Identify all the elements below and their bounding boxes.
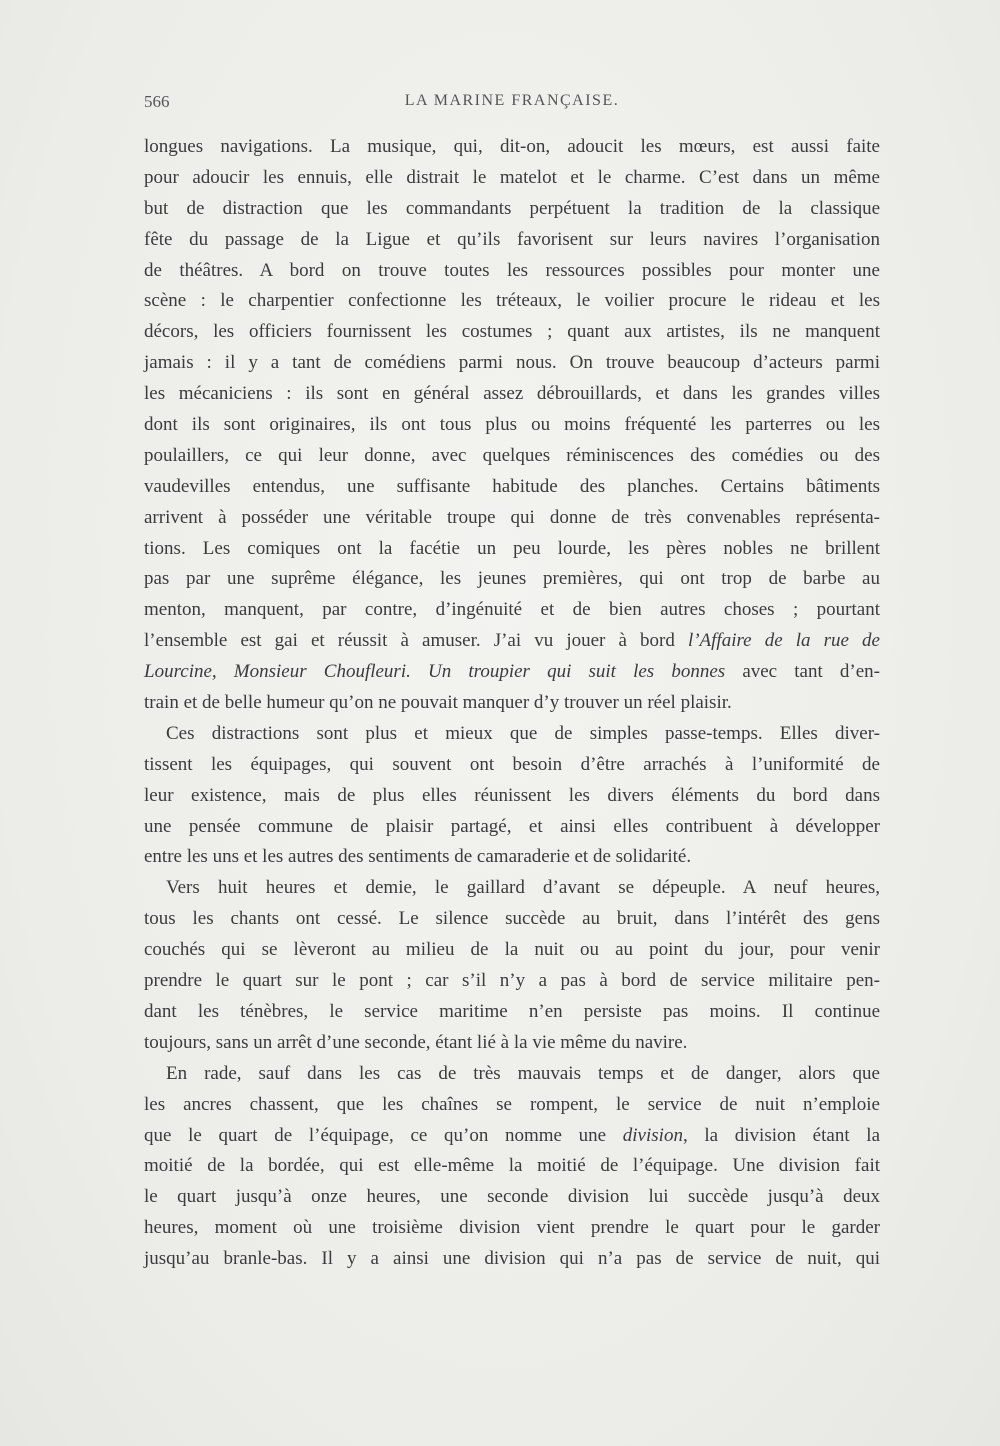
- text-run: moitié de la bordée, qui est elle-même la moitié de l’équipage. Une division fait: [144, 1155, 880, 1177]
- running-title: LA MARINE FRANÇAISE.: [404, 92, 620, 109]
- text-run: fête du passage de la Ligue et qu’ils favorisent sur leurs navires l’organisation: [144, 228, 880, 250]
- text-line: [144, 842, 880, 873]
- text-line: [144, 1213, 880, 1244]
- text-line: [144, 163, 880, 194]
- text-line: [144, 503, 880, 534]
- italic-title: l’Affaire de la rue de: [687, 630, 880, 652]
- text-run: but de distraction que les commandants perpétuent la tradition de la classique: [144, 197, 880, 219]
- text-run: que le quart de l’équipage, ce qu’on nomme une: [144, 1124, 623, 1146]
- text-run: une pensée commune de plaisir partagé, et ainsi elles contribuent à développer: [144, 815, 880, 837]
- text-line: [144, 904, 880, 935]
- text-line: [144, 595, 880, 626]
- text-run: poulaillers, ce qui leur donne, avec quelques réminiscences des comédies ou des: [144, 444, 880, 466]
- text-run: les mécaniciens : ils sont en général assez débrouillards, et dans les grandes villes: [144, 383, 880, 405]
- text-run: pas par une suprême élégance, les jeunes premières, qui ont trop de barbe au: [144, 568, 880, 590]
- text-run: Ces distractions sont plus et mieux que de simples passe-temps. Elles diver-: [166, 722, 880, 744]
- text-run: En rade, sauf dans les cas de très mauvais temps et de danger, alors que: [166, 1062, 880, 1084]
- text-run: vaudevilles entendus, une suffisante habitude des planches. Certains bâtiments: [144, 475, 880, 497]
- body-text: [144, 132, 880, 1275]
- italic-title: division: [622, 1124, 683, 1146]
- text-line: [144, 812, 880, 843]
- text-run: entre les uns et les autres des sentiments de camaraderie et de solidarité.: [144, 846, 692, 868]
- text-run: tissent les équipages, qui souvent ont besoin d’être arrachés à l’uniformité de: [144, 753, 880, 775]
- text-run: heures, moment où une troisième division vient prendre le quart pour le garder: [144, 1217, 880, 1239]
- text-run: couchés qui se lèveront au milieu de la nuit ou au point du jour, pour venir: [144, 939, 880, 961]
- text-run: tions. Les comiques ont la facétie un peu lourde, les pères nobles ne brillent: [144, 537, 880, 559]
- text-line: [144, 781, 880, 812]
- italic-title: Lourcine, Monsieur Choufleuri. Un troupier qui suit les bonnes: [144, 661, 726, 683]
- text-run: menton, manquent, par contre, d’ingénuité et de bien autres choses ; pourtant: [144, 599, 880, 621]
- text-run: avec tant d’en-: [725, 661, 880, 683]
- text-line: [144, 441, 880, 472]
- text-line: [144, 1121, 880, 1152]
- text-line: [144, 657, 880, 688]
- text-line: [144, 534, 880, 565]
- text-line: [144, 132, 880, 163]
- text-line: [144, 286, 880, 317]
- text-run: décors, les officiers fournissent les costumes ; quant aux artistes, ils ne manquent: [144, 321, 880, 343]
- text-line: [144, 348, 880, 379]
- text-line: [144, 626, 880, 657]
- text-line: [144, 472, 880, 503]
- text-line: [144, 997, 880, 1028]
- text-line: [144, 1028, 880, 1059]
- text-line: [144, 1182, 880, 1213]
- text-run: train et de belle humeur qu’on ne pouvait manquer d’y trouver un réel plaisir.: [144, 692, 732, 714]
- text-run: prendre le quart sur le pont ; car s’il n’y a pas à bord de service militaire pen-: [144, 970, 880, 992]
- text-line: [144, 564, 880, 595]
- text-run: jamais : il y a tant de comédiens parmi nous. On trouve beaucoup d’acteurs parmi: [144, 352, 880, 374]
- text-line: [144, 256, 880, 287]
- text-line: [144, 225, 880, 256]
- text-run: tous les chants ont cessé. Le silence succède au bruit, dans l’intérêt des gens: [144, 908, 880, 930]
- text-line: [144, 750, 880, 781]
- text-run: , la division étant la: [682, 1124, 880, 1146]
- text-run: toujours, sans un arrêt d’une seconde, étant lié à la vie même du navire.: [144, 1031, 688, 1053]
- text-line: [144, 719, 880, 750]
- page-header: [144, 92, 880, 118]
- text-line: [144, 688, 880, 719]
- text-line: [144, 1090, 880, 1121]
- text-run: jusqu’au branle-bas. Il y a ainsi une division qui n’a pas de service de nuit, qui: [144, 1248, 880, 1270]
- text-line: [144, 379, 880, 410]
- text-line: [144, 935, 880, 966]
- text-run: de théâtres. A bord on trouve toutes les ressources possibles pour monter une: [144, 259, 880, 281]
- text-run: arrivent à posséder une véritable troupe qui donne de très convenables représenta-: [144, 506, 880, 528]
- text-line: [144, 194, 880, 225]
- text-line: [144, 873, 880, 904]
- text-line: [144, 1059, 880, 1090]
- text-line: [144, 1151, 880, 1182]
- text-line: [144, 1244, 880, 1275]
- text-run: Vers huit heures et demie, le gaillard d’avant se dépeuple. A neuf heures,: [166, 877, 880, 899]
- text-run: l’ensemble est gai et réussit à amuser. J’ai vu jouer à bord: [144, 630, 688, 652]
- text-line: [144, 966, 880, 997]
- text-run: le quart jusqu’à onze heures, une seconde division lui succède jusqu’à deux: [144, 1186, 880, 1208]
- text-line: [144, 317, 880, 348]
- text-run: pour adoucir les ennuis, elle distrait le matelot et le charme. C’est dans un même: [144, 166, 880, 188]
- text-run: les ancres chassent, que les chaînes se rompent, le service de nuit n’emploie: [144, 1093, 880, 1115]
- text-line: [144, 410, 880, 441]
- text-run: leur existence, mais de plus elles réunissent les divers éléments du bord dans: [144, 784, 880, 806]
- text-run: dant les ténèbres, le service maritime n’en persiste pas moins. Il continue: [144, 1000, 880, 1022]
- text-run: longues navigations. La musique, qui, dit-on, adoucit les mœurs, est aussi faite: [144, 136, 880, 157]
- page-number: 566: [144, 92, 170, 111]
- text-run: scène : le charpentier confectionne les tréteaux, le voilier procure le rideau et les: [144, 290, 880, 312]
- text-run: dont ils sont originaires, ils ont tous plus ou moins fréquenté les parterres ou les: [144, 414, 880, 436]
